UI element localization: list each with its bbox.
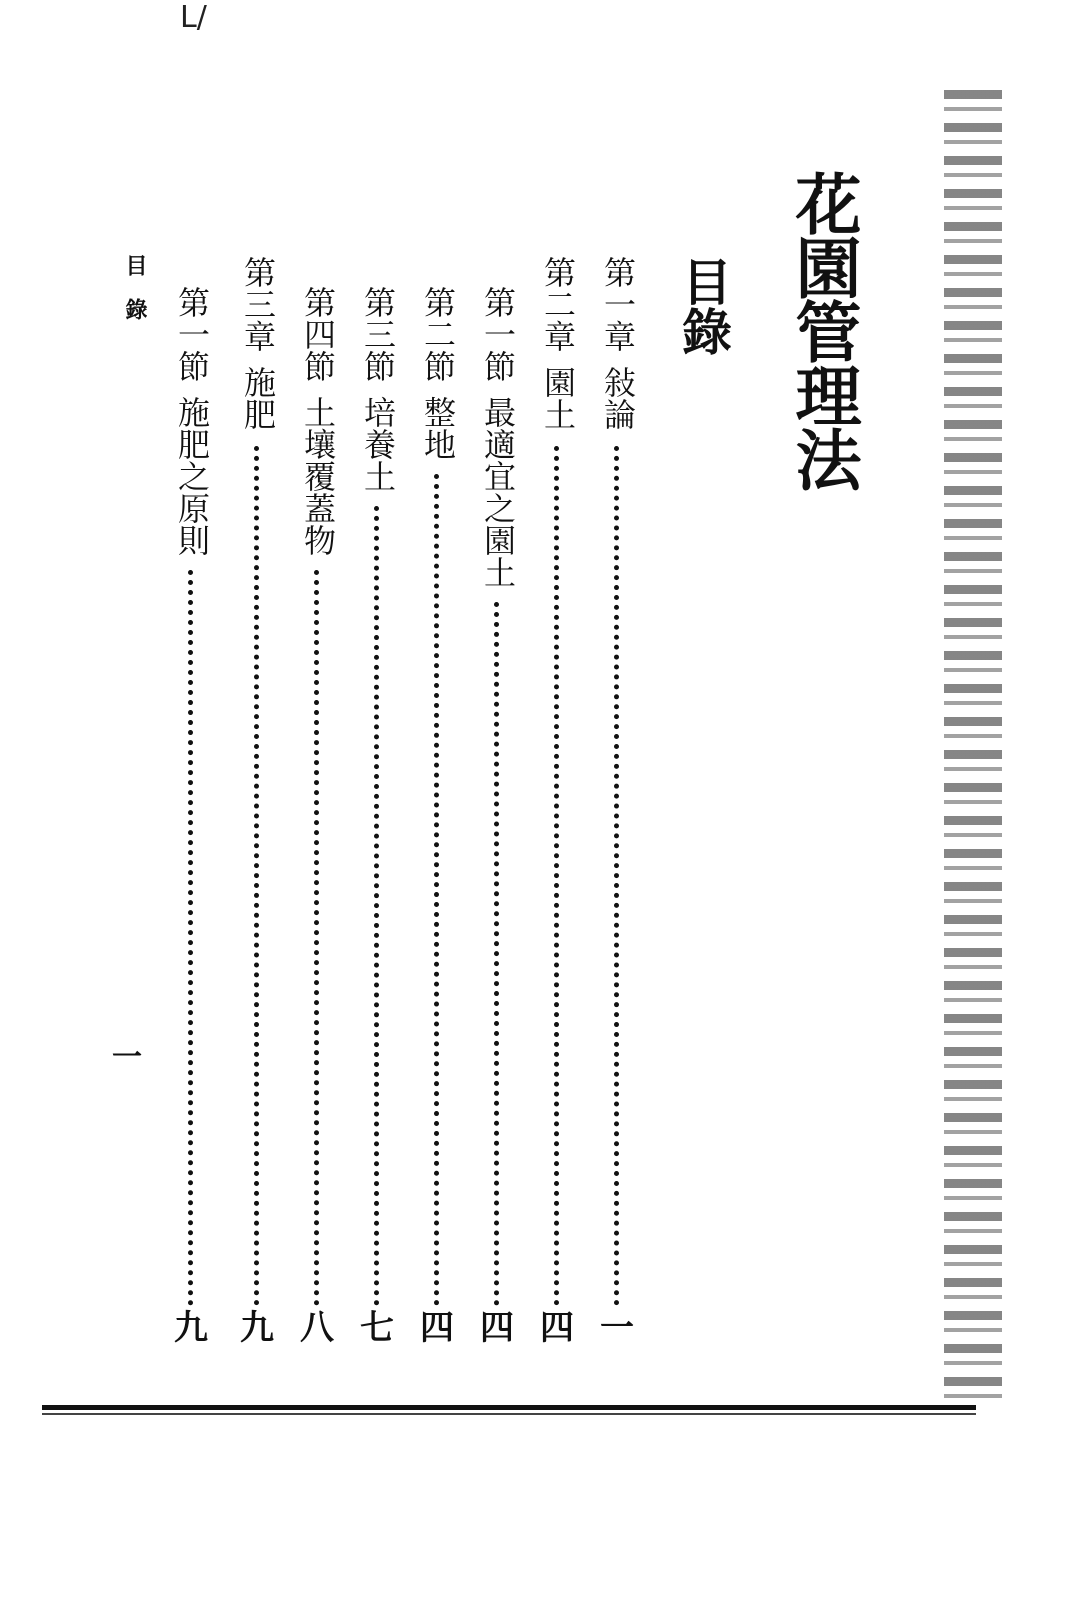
- entry-leader: [614, 446, 619, 1306]
- toc-heading: 目錄: [674, 256, 733, 356]
- toc-entry-7: [239, 256, 277, 430]
- toc-entry-3: [479, 286, 517, 588]
- entry-label: 施肥: [239, 366, 277, 430]
- entry-page: 九: [174, 1308, 208, 1348]
- entry-leader: [254, 446, 259, 1306]
- entry-prefix: 第三節: [359, 286, 397, 382]
- toc-entry-2: [539, 256, 577, 430]
- entry-leader: [188, 570, 193, 1306]
- entry-label: 園土: [539, 366, 577, 430]
- running-head: 目錄: [122, 254, 148, 342]
- entry-label: 整地: [419, 396, 457, 460]
- entry-label: 施肥之原則: [173, 396, 211, 556]
- entry-prefix: 第一節: [479, 286, 517, 382]
- entry-label: 培養土: [359, 396, 397, 492]
- entry-page: 一: [600, 1308, 634, 1348]
- entry-leader: [434, 474, 439, 1306]
- worn-page-edge: [944, 90, 1002, 1410]
- entry-page: 七: [360, 1308, 394, 1348]
- folio-number: 一: [112, 1040, 142, 1075]
- entry-leader: [554, 446, 559, 1306]
- book-title: 花園管理法: [784, 170, 862, 490]
- entry-leader: [494, 602, 499, 1306]
- entry-leader: [374, 506, 379, 1306]
- entry-prefix: 第三章: [239, 256, 277, 352]
- bottom-rule: [42, 1405, 976, 1410]
- bottom-rule-thin: [42, 1413, 976, 1415]
- toc-entry-4: [419, 286, 457, 460]
- entry-page: 九: [240, 1308, 274, 1348]
- entry-prefix: 第二章: [539, 256, 577, 352]
- corner-handwriting: ᒪ/: [180, 0, 207, 35]
- entry-page: 四: [540, 1308, 574, 1348]
- entry-prefix: 第一章: [599, 256, 637, 352]
- entry-prefix: 第一節: [173, 286, 211, 382]
- toc-entry-1: [599, 256, 637, 430]
- entry-page: 四: [420, 1308, 454, 1348]
- entry-label: 土壤覆蓋物: [299, 396, 337, 556]
- toc-entry-5: [359, 286, 397, 492]
- entry-prefix: 第四節: [299, 286, 337, 382]
- toc-entry-8: [173, 286, 211, 556]
- entry-prefix: 第二節: [419, 286, 457, 382]
- entry-page: 八: [300, 1308, 334, 1348]
- entry-label: 敍論: [599, 366, 637, 430]
- toc-entry-6: [299, 286, 337, 556]
- entry-page: 四: [480, 1308, 514, 1348]
- entry-leader: [314, 570, 319, 1306]
- entry-label: 最適宜之園土: [479, 396, 517, 588]
